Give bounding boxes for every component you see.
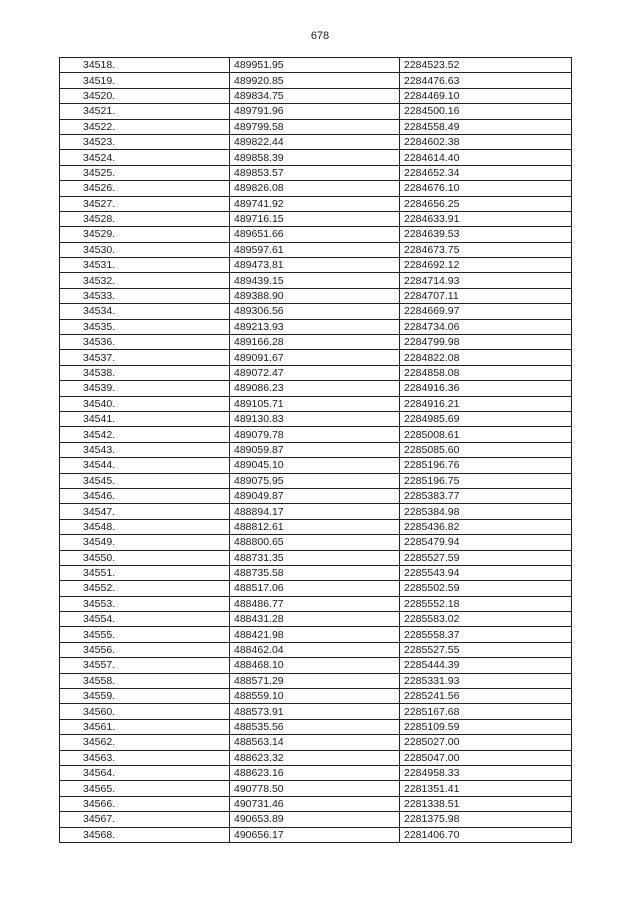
point-number-cell: 34522. <box>60 119 230 134</box>
x-coordinate-cell: 489388.90 <box>230 288 400 303</box>
x-coordinate-cell: 489091.67 <box>230 350 400 365</box>
y-coordinate-cell: 2285384.98 <box>400 504 572 519</box>
y-coordinate-cell: 2285552.18 <box>400 596 572 611</box>
point-number-cell: 34547. <box>60 504 230 519</box>
x-coordinate-cell: 488468.10 <box>230 658 400 673</box>
table-row <box>60 304 572 319</box>
table-row <box>60 765 572 780</box>
point-number-cell: 34536. <box>60 335 230 350</box>
point-number-cell: 34560. <box>60 704 230 719</box>
table-row <box>60 750 572 765</box>
table-row <box>60 411 572 426</box>
point-number-cell: 34529. <box>60 227 230 242</box>
x-coordinate-cell: 488571.29 <box>230 673 400 688</box>
y-coordinate-cell: 2284916.21 <box>400 396 572 411</box>
y-coordinate-cell: 2285109.59 <box>400 719 572 734</box>
table-row <box>60 627 572 642</box>
table-row <box>60 242 572 257</box>
point-number-cell: 34539. <box>60 381 230 396</box>
point-number-cell: 34551. <box>60 565 230 580</box>
table-row <box>60 735 572 750</box>
y-coordinate-cell: 2285047.00 <box>400 750 572 765</box>
table-row <box>60 596 572 611</box>
point-number-cell: 34566. <box>60 796 230 811</box>
table-row <box>60 258 572 273</box>
point-number-cell: 34544. <box>60 458 230 473</box>
point-number-cell: 34532. <box>60 273 230 288</box>
x-coordinate-cell: 489597.61 <box>230 242 400 257</box>
table-row <box>60 812 572 827</box>
x-coordinate-cell: 488573.91 <box>230 704 400 719</box>
x-coordinate-cell: 488623.32 <box>230 750 400 765</box>
table-row <box>60 73 572 88</box>
y-coordinate-cell: 2284669.97 <box>400 304 572 319</box>
y-coordinate-cell: 2284985.69 <box>400 411 572 426</box>
y-coordinate-cell: 2284639.53 <box>400 227 572 242</box>
table-row <box>60 427 572 442</box>
table-row <box>60 473 572 488</box>
table-row <box>60 550 572 565</box>
x-coordinate-cell: 488559.10 <box>230 689 400 704</box>
x-coordinate-cell: 489086.23 <box>230 381 400 396</box>
y-coordinate-cell: 2285085.60 <box>400 442 572 457</box>
table-row <box>60 350 572 365</box>
x-coordinate-cell: 489049.87 <box>230 488 400 503</box>
point-number-cell: 34563. <box>60 750 230 765</box>
table-row <box>60 288 572 303</box>
y-coordinate-cell: 2285196.75 <box>400 473 572 488</box>
table-row <box>60 227 572 242</box>
point-number-cell: 34518. <box>60 58 230 73</box>
table-row <box>60 396 572 411</box>
x-coordinate-cell: 488517.06 <box>230 581 400 596</box>
table-row <box>60 488 572 503</box>
point-number-cell: 34533. <box>60 288 230 303</box>
y-coordinate-cell: 2281351.41 <box>400 781 572 796</box>
y-coordinate-cell: 2285241.56 <box>400 689 572 704</box>
x-coordinate-cell: 489791.96 <box>230 104 400 119</box>
x-coordinate-cell: 489651.66 <box>230 227 400 242</box>
x-coordinate-cell: 489130.83 <box>230 411 400 426</box>
point-number-cell: 34568. <box>60 827 230 842</box>
y-coordinate-cell: 2285502.59 <box>400 581 572 596</box>
x-coordinate-cell: 489951.95 <box>230 58 400 73</box>
table-row <box>60 565 572 580</box>
y-coordinate-cell: 2284958.33 <box>400 765 572 780</box>
x-coordinate-cell: 488563.14 <box>230 735 400 750</box>
x-coordinate-cell: 489473.81 <box>230 258 400 273</box>
x-coordinate-cell: 489059.87 <box>230 442 400 457</box>
y-coordinate-cell: 2284476.63 <box>400 73 572 88</box>
table-row <box>60 150 572 165</box>
x-coordinate-cell: 490778.50 <box>230 781 400 796</box>
y-coordinate-cell: 2285527.55 <box>400 642 572 657</box>
y-coordinate-cell: 2281406.70 <box>400 827 572 842</box>
y-coordinate-cell: 2285479.94 <box>400 535 572 550</box>
table-row <box>60 134 572 149</box>
y-coordinate-cell: 2284707.11 <box>400 288 572 303</box>
x-coordinate-cell: 488894.17 <box>230 504 400 519</box>
table-row <box>60 689 572 704</box>
x-coordinate-cell: 490653.89 <box>230 812 400 827</box>
table-row <box>60 365 572 380</box>
y-coordinate-cell: 2284714.93 <box>400 273 572 288</box>
point-number-cell: 34537. <box>60 350 230 365</box>
table-row <box>60 642 572 657</box>
x-coordinate-cell: 488735.58 <box>230 565 400 580</box>
table-row <box>60 442 572 457</box>
y-coordinate-cell: 2284652.34 <box>400 165 572 180</box>
point-number-cell: 34541. <box>60 411 230 426</box>
y-coordinate-cell: 2284673.75 <box>400 242 572 257</box>
y-coordinate-cell: 2285331.93 <box>400 673 572 688</box>
x-coordinate-cell: 489799.58 <box>230 119 400 134</box>
point-number-cell: 34555. <box>60 627 230 642</box>
point-number-cell: 34519. <box>60 73 230 88</box>
point-number-cell: 34543. <box>60 442 230 457</box>
table-row <box>60 673 572 688</box>
table-row <box>60 335 572 350</box>
point-number-cell: 34557. <box>60 658 230 673</box>
point-number-cell: 34546. <box>60 488 230 503</box>
table-row <box>60 719 572 734</box>
point-number-cell: 34523. <box>60 134 230 149</box>
point-number-cell: 34534. <box>60 304 230 319</box>
table-row <box>60 581 572 596</box>
table-row <box>60 535 572 550</box>
y-coordinate-cell: 2281375.98 <box>400 812 572 827</box>
x-coordinate-cell: 489075.95 <box>230 473 400 488</box>
page-number: 678 <box>310 30 330 42</box>
x-coordinate-cell: 488800.65 <box>230 535 400 550</box>
y-coordinate-cell: 2281338.51 <box>400 796 572 811</box>
y-coordinate-cell: 2285436.82 <box>400 519 572 534</box>
point-number-cell: 34520. <box>60 88 230 103</box>
point-number-cell: 34548. <box>60 519 230 534</box>
y-coordinate-cell: 2284469.10 <box>400 88 572 103</box>
x-coordinate-cell: 488731.35 <box>230 550 400 565</box>
x-coordinate-cell: 488421.98 <box>230 627 400 642</box>
point-number-cell: 34530. <box>60 242 230 257</box>
point-number-cell: 34552. <box>60 581 230 596</box>
table-row <box>60 781 572 796</box>
x-coordinate-cell: 489079.78 <box>230 427 400 442</box>
x-coordinate-cell: 488535.56 <box>230 719 400 734</box>
y-coordinate-cell: 2284500.16 <box>400 104 572 119</box>
x-coordinate-cell: 489716.15 <box>230 211 400 226</box>
y-coordinate-cell: 2285583.02 <box>400 612 572 627</box>
point-number-cell: 34567. <box>60 812 230 827</box>
point-number-cell: 34558. <box>60 673 230 688</box>
x-coordinate-cell: 488812.61 <box>230 519 400 534</box>
x-coordinate-cell: 489834.75 <box>230 88 400 103</box>
x-coordinate-cell: 488623.16 <box>230 765 400 780</box>
y-coordinate-cell: 2284734.06 <box>400 319 572 334</box>
point-number-cell: 34554. <box>60 612 230 627</box>
table-row <box>60 504 572 519</box>
y-coordinate-cell: 2284822.08 <box>400 350 572 365</box>
x-coordinate-cell: 490656.17 <box>230 827 400 842</box>
table-row <box>60 704 572 719</box>
y-coordinate-cell: 2285027.00 <box>400 735 572 750</box>
point-number-cell: 34542. <box>60 427 230 442</box>
table-row <box>60 88 572 103</box>
x-coordinate-cell: 488462.04 <box>230 642 400 657</box>
x-coordinate-cell: 488431.28 <box>230 612 400 627</box>
x-coordinate-cell: 489045.10 <box>230 458 400 473</box>
point-number-cell: 34524. <box>60 150 230 165</box>
y-coordinate-cell: 2284916.36 <box>400 381 572 396</box>
coordinate-table <box>59 57 572 843</box>
point-number-cell: 34527. <box>60 196 230 211</box>
point-number-cell: 34528. <box>60 211 230 226</box>
table-row <box>60 196 572 211</box>
table-row <box>60 519 572 534</box>
table-row <box>60 181 572 196</box>
y-coordinate-cell: 2284633.91 <box>400 211 572 226</box>
y-coordinate-cell: 2284858.08 <box>400 365 572 380</box>
x-coordinate-cell: 489853.57 <box>230 165 400 180</box>
point-number-cell: 34540. <box>60 396 230 411</box>
y-coordinate-cell: 2285383.77 <box>400 488 572 503</box>
x-coordinate-cell: 489858.39 <box>230 150 400 165</box>
table-row <box>60 612 572 627</box>
table-row <box>60 381 572 396</box>
x-coordinate-cell: 489439.15 <box>230 273 400 288</box>
table-row <box>60 104 572 119</box>
point-number-cell: 34562. <box>60 735 230 750</box>
x-coordinate-cell: 489822.44 <box>230 134 400 149</box>
point-number-cell: 34550. <box>60 550 230 565</box>
table-row <box>60 273 572 288</box>
y-coordinate-cell: 2284558.49 <box>400 119 572 134</box>
y-coordinate-cell: 2285543.94 <box>400 565 572 580</box>
point-number-cell: 34564. <box>60 765 230 780</box>
y-coordinate-cell: 2284692.12 <box>400 258 572 273</box>
table-row <box>60 319 572 334</box>
point-number-cell: 34545. <box>60 473 230 488</box>
y-coordinate-cell: 2285558.37 <box>400 627 572 642</box>
point-number-cell: 34525. <box>60 165 230 180</box>
y-coordinate-cell: 2284602.38 <box>400 134 572 149</box>
y-coordinate-cell: 2284799.98 <box>400 335 572 350</box>
point-number-cell: 34549. <box>60 535 230 550</box>
x-coordinate-cell: 489826.08 <box>230 181 400 196</box>
table-row <box>60 211 572 226</box>
table-row <box>60 165 572 180</box>
x-coordinate-cell: 489072.47 <box>230 365 400 380</box>
point-number-cell: 34565. <box>60 781 230 796</box>
x-coordinate-cell: 489741.92 <box>230 196 400 211</box>
y-coordinate-cell: 2285167.68 <box>400 704 572 719</box>
point-number-cell: 34553. <box>60 596 230 611</box>
table-row <box>60 458 572 473</box>
table-row <box>60 827 572 842</box>
point-number-cell: 34531. <box>60 258 230 273</box>
y-coordinate-cell: 2284523.52 <box>400 58 572 73</box>
y-coordinate-cell: 2284656.25 <box>400 196 572 211</box>
y-coordinate-cell: 2284676.10 <box>400 181 572 196</box>
x-coordinate-cell: 489213.93 <box>230 319 400 334</box>
point-number-cell: 34535. <box>60 319 230 334</box>
y-coordinate-cell: 2285444.39 <box>400 658 572 673</box>
table-row <box>60 119 572 134</box>
point-number-cell: 34559. <box>60 689 230 704</box>
table-row <box>60 58 572 73</box>
y-coordinate-cell: 2285196.76 <box>400 458 572 473</box>
y-coordinate-cell: 2284614.40 <box>400 150 572 165</box>
y-coordinate-cell: 2285008.61 <box>400 427 572 442</box>
point-number-cell: 34538. <box>60 365 230 380</box>
x-coordinate-cell: 490731.46 <box>230 796 400 811</box>
table-row <box>60 796 572 811</box>
table-row <box>60 658 572 673</box>
point-number-cell: 34561. <box>60 719 230 734</box>
x-coordinate-cell: 489920.85 <box>230 73 400 88</box>
point-number-cell: 34521. <box>60 104 230 119</box>
point-number-cell: 34526. <box>60 181 230 196</box>
x-coordinate-cell: 489306.56 <box>230 304 400 319</box>
x-coordinate-cell: 489105.71 <box>230 396 400 411</box>
x-coordinate-cell: 488486.77 <box>230 596 400 611</box>
point-number-cell: 34556. <box>60 642 230 657</box>
y-coordinate-cell: 2285527.59 <box>400 550 572 565</box>
x-coordinate-cell: 489166.28 <box>230 335 400 350</box>
coordinate-table-body <box>60 58 572 843</box>
